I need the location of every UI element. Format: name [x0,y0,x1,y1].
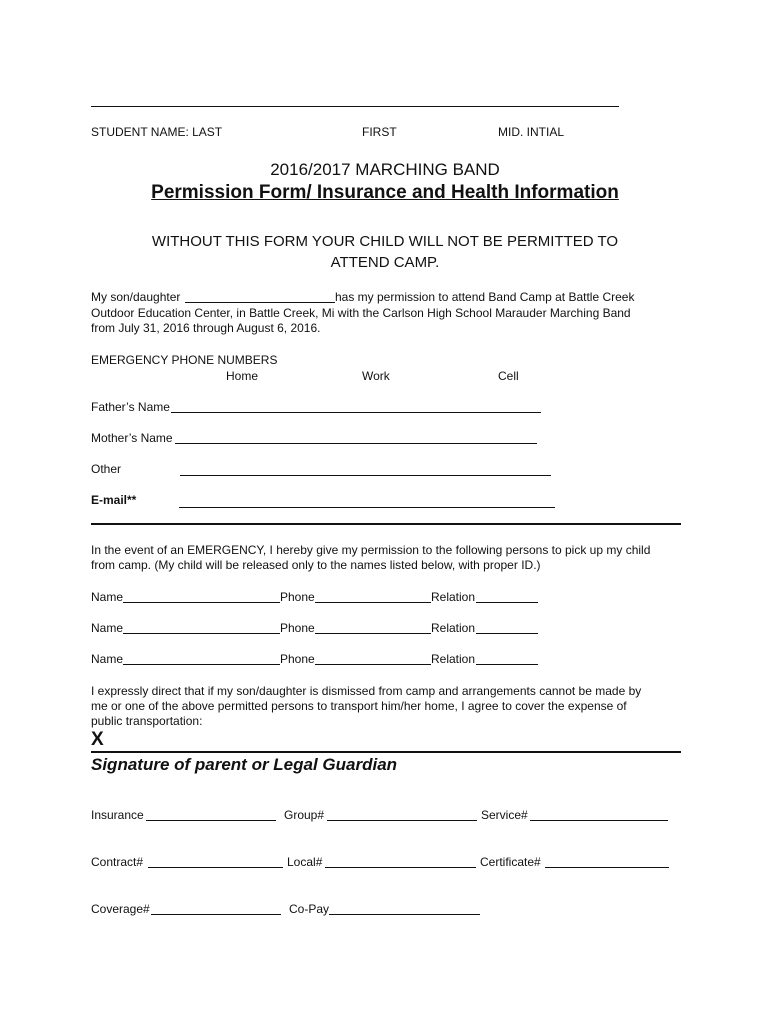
service-label: Service# [481,808,528,822]
pickup-name-label: Name [91,652,124,666]
certificate-field[interactable] [545,855,669,868]
permission-line-3: from July 31, 2016 through August 6, 2016. [91,321,321,335]
pickup-name-field[interactable] [123,652,280,665]
permission-line-2: Outdoor Education Center, in Battle Creek, Mi with the Carlson High School Marauder Marching Band [91,306,631,320]
form-title: Permission Form/ Insurance and Health Information [151,182,619,203]
pickup-relation-field[interactable] [476,621,538,634]
emergency-heading: EMERGENCY PHONE NUMBERS [91,353,278,367]
transport-line-1: I expressly direct that if my son/daughter is dismissed from camp and arrangements cannot be made by [91,684,642,698]
pickup-name-field[interactable] [123,621,280,634]
insurance-field[interactable] [146,808,276,821]
mother-name-label: Mother’s Name [91,431,173,445]
pickup-relation-label: Relation [431,590,476,604]
pickup-relation-label: Relation [431,652,476,666]
other-field[interactable] [180,463,551,476]
pickup-line-2: from camp. (My child will be released only to the names listed below, with proper ID.) [91,558,541,572]
coverage-label: Coverage# [91,902,150,916]
permission-line-1b: has my permission to attend Band Camp at Battle Creek [335,290,635,304]
last-name-label: STUDENT NAME: LAST [91,125,223,139]
pickup-relation-field[interactable] [476,590,538,603]
warning-line-2: ATTEND CAMP. [330,254,440,271]
father-name-field[interactable] [171,400,541,413]
father-name-label: Father’s Name [91,400,170,414]
copay-field[interactable] [329,902,480,915]
group-label: Group# [284,808,325,822]
local-field[interactable] [325,855,476,868]
pickup-phone-label: Phone [280,621,315,635]
transport-line-2: me or one of the above permitted persons to transport him/her home, I agree to cover the expense of [91,699,627,713]
local-label: Local# [287,855,323,869]
mother-name-field[interactable] [175,431,537,444]
pickup-line-1: In the event of an EMERGENCY, I hereby give my permission to the following persons to pick up my child [91,543,651,557]
contract-label: Contract# [91,855,144,869]
pickup-phone-field[interactable] [315,652,431,665]
group-field[interactable] [327,808,477,821]
pickup-phone-label: Phone [280,590,315,604]
pickup-relation-label: Relation [431,621,476,635]
email-field[interactable] [179,495,555,508]
pickup-name-label: Name [91,621,124,635]
first-name-label: FIRST [362,125,397,139]
student-name-line[interactable] [91,106,619,107]
child-name-field[interactable] [185,290,335,303]
service-field[interactable] [530,808,668,821]
section-divider-1 [91,523,681,525]
warning-line-1: WITHOUT THIS FORM YOUR CHILD WILL NOT BE PERMITTED TO [151,233,619,250]
insurance-label: Insurance [91,808,144,822]
col-cell: Cell [498,369,519,383]
col-home: Home [226,369,259,383]
middle-initial-label: MID. INTIAL [498,125,565,139]
pickup-phone-field[interactable] [315,621,431,634]
email-label: E-mail** [91,493,137,507]
pickup-name-field[interactable] [123,590,280,603]
signature-mark: X [91,729,104,750]
signature-line[interactable] [91,751,681,753]
year-title: 2016/2017 MARCHING BAND [270,160,500,179]
col-work: Work [362,369,390,383]
certificate-label: Certificate# [480,855,541,869]
pickup-phone-label: Phone [280,652,315,666]
pickup-phone-field[interactable] [315,590,431,603]
transport-line-3: public transportation: [91,714,203,728]
pickup-name-label: Name [91,590,124,604]
copay-label: Co-Pay [289,902,330,916]
permission-line-1a: My son/daughter [91,290,181,304]
other-label: Other [91,462,122,476]
coverage-field[interactable] [151,902,281,915]
pickup-relation-field[interactable] [476,652,538,665]
signature-label: Signature of parent or Legal Guardian [91,755,398,774]
contract-field[interactable] [148,855,283,868]
